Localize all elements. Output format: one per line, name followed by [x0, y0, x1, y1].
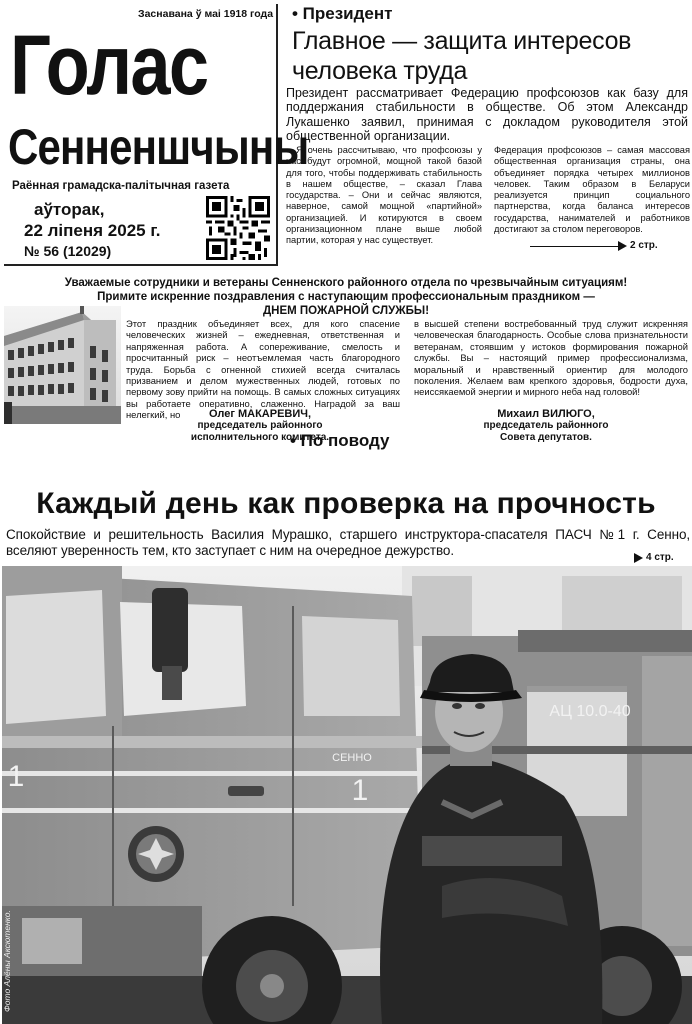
signature-role: председатель районного: [197, 420, 323, 431]
issue-date: 22 ліпеня 2025 г.: [24, 221, 161, 240]
newspaper-title-line1: Голас: [10, 18, 208, 112]
signature-role: Совета депутатов.: [500, 432, 592, 443]
continued-page-link[interactable]: [618, 240, 658, 251]
truck-door-number: 1: [351, 774, 369, 807]
issue-info: [24, 199, 160, 262]
firefighter-truck-photo: [2, 566, 692, 1024]
building-photo: [4, 306, 121, 424]
continued-page-label: 2 стр.: [630, 240, 658, 251]
greeting-heading: Уважаемые сотрудники и ветераны Сенненского районного отдела по чрезвычайным ситуациям!: [64, 277, 628, 289]
greeting-column-1: Этот праздник объединяет всех, для кого спасение человеческих жизней – ежедневная, ответственная и напряженная работа. А сопереживание, смелость и просчитанный риск – неотъемлемая часть благородного труда. Борьба с огненной стихией всегда считалась призванием и делом мужественных людей, готовых по первому зову прийти на помощь. В самых сложных ситуациях вы работаете оперативно, слаженно. Наградой за ваш нелегкий, но: [126, 318, 400, 421]
truck-front-number: 1: [7, 760, 25, 793]
president-column-1: – Я очень рассчитываю, что профсоюзы у нас будут огромной, мощной такой базой для того, чтобы поддерживать стабильность в нашем обществе, – сказал Глава государства. – Они и сейчас являются, наверное, самой мощной «партийной» организацией. И котируются в своем организационном плане выше любой партии, которая у нас существует.: [286, 145, 482, 246]
greeting-column-2: в высшей степени востребованный труд служит искренняя человеческая благодарность. Особые слова признательности ветеранам, стоявшим у истоков формирования пожарной службы. Вы – настоящий пример профессионализма, моральный и нравственный ориентир для молодого поколения. Желаем вам крепкого здоровья, бодрости духа, неиссякаемой энергии и мирного неба над головой!: [414, 318, 688, 398]
newspaper-title-line2: Сенненшчыны: [8, 119, 309, 175]
signature-role: председатель районного: [483, 420, 609, 431]
continued-page-label: 4 стр.: [646, 552, 674, 563]
headline-president[interactable]: Главное — защита интересов человека труда: [292, 27, 632, 85]
signature-role: исполнительного комитета.: [190, 432, 330, 443]
headline-feature[interactable]: Каждый день как проверка на прочность: [36, 487, 656, 520]
continued-page-link[interactable]: [634, 552, 674, 563]
truck-plate-label: АЦ 10.0-40: [549, 703, 631, 720]
truck-door-label: СЕННО: [332, 752, 372, 764]
lead-feature: Спокойствие и решительность Василия Мурашко, старшего инструктора-спасателя ПАСЧ №1 г. Сенно, вселяют уверенность тем, кто заступает с ним на очередное дежурство.: [6, 527, 690, 558]
rubric-feature: • По поводу: [290, 431, 390, 450]
rubric-president: • Президент: [292, 4, 393, 23]
play-arrow-icon: [634, 553, 643, 563]
play-arrow-icon: [618, 241, 627, 251]
greeting-holiday: ДНЕМ ПОЖАРНОЙ СЛУЖБЫ!: [262, 305, 430, 317]
signature-name: Олег МАКАРЕВИЧ,: [208, 408, 312, 420]
greeting-subheading: Примите искренние поздравления с наступающим профессиональным праздником —: [97, 291, 595, 303]
newspaper-slogan: Раённая грамадска-палітычная газета: [12, 180, 230, 192]
divider: [530, 246, 620, 247]
issue-number: № 56 (12029): [24, 243, 112, 259]
qr-code-icon[interactable]: [206, 196, 270, 260]
lead-president: Президент рассматривает Федерацию профсоюзов как базу для поддержания стабильности в обществе. Об этом Александр Лукашенко заявил, принимая с докладом руководителя этой общественной организации.: [286, 86, 688, 143]
president-column-2: Федерация профсоюзов – самая массовая общественная организация страны, она объединяет порядка четырех миллионов человек. Таким образом в Беларуси реализуется принцип социального партнерства, когда баланса интересов государства, нанимателей и работников достигают за столом переговоров.: [494, 145, 690, 235]
signature-block: [436, 408, 656, 444]
issue-weekday: аўторак,: [34, 200, 105, 219]
signature-name: Михаил ВИЛЮГО,: [497, 408, 595, 420]
founded-note: Заснавана ў маі 1918 года: [138, 8, 274, 20]
masthead: [4, 4, 309, 266]
photo-credit: Фото Алёны Аксютенко.: [2, 910, 12, 1012]
